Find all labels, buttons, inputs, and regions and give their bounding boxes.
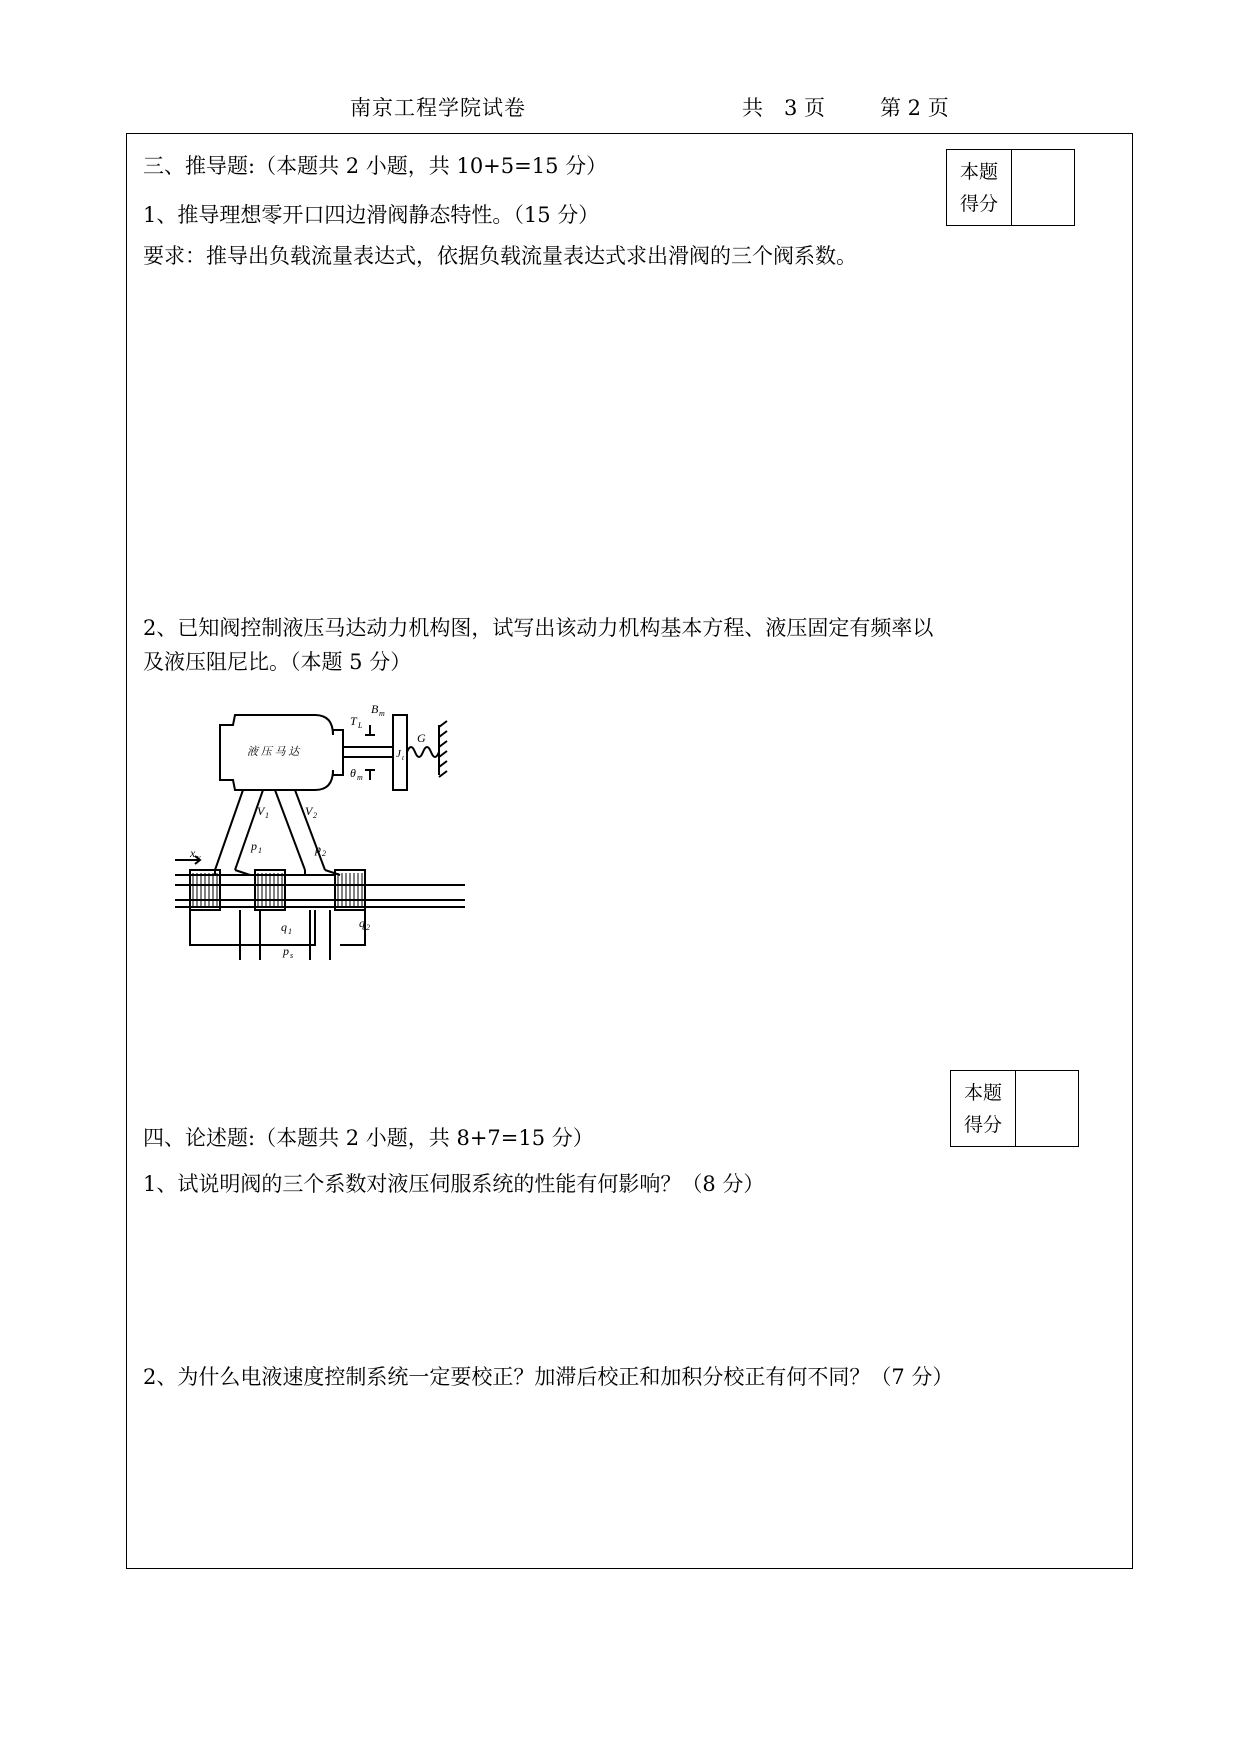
- label-ps: p: [283, 944, 289, 958]
- section3-question2-line1: 2、已知阀控制液压马达动力机构图，试写出该动力机构基本方程、液压固定有频率以: [143, 616, 934, 640]
- valve-motor-diagram: [165, 695, 485, 960]
- label-p1-sub: 1: [258, 846, 262, 855]
- total-pages: 共 3 页: [742, 96, 826, 120]
- label-theta-sub: m: [357, 773, 363, 782]
- label-jt: J: [396, 748, 401, 760]
- spring: [407, 747, 439, 757]
- label-ps-sub: s: [290, 951, 294, 960]
- current-page: 第 2 页: [880, 96, 949, 120]
- label-v1-sub: 1: [265, 811, 269, 820]
- score-label: 得分: [959, 192, 998, 215]
- label-q1-sub: 1: [288, 927, 292, 936]
- label-bm-sub: m: [379, 709, 385, 718]
- label-tl: T: [350, 714, 357, 728]
- line-v1: [215, 790, 263, 870]
- label-p2: p: [315, 842, 321, 856]
- label-v1: V: [257, 804, 265, 818]
- label-p1: p: [251, 839, 257, 853]
- section4-question2: 2、为什么电液速度控制系统一定要校正？加滞后校正和加积分校正有何不同？（7 分）: [143, 1365, 954, 1389]
- label-jt-sub: t: [402, 754, 404, 762]
- section3-score-box: [946, 149, 1075, 226]
- motor-label: 液 压 马 达: [247, 746, 300, 758]
- exam-school-title: 南京工程学院试卷: [350, 96, 526, 120]
- label-bm: B: [371, 702, 379, 716]
- section3-question2-line2: 及液压阻尼比。（本题 5 分）: [143, 650, 412, 674]
- score-label: 得分: [963, 1113, 1002, 1136]
- supply-line: [240, 910, 260, 960]
- label-v2-sub: 2: [313, 811, 317, 820]
- section3-question1: 1、推导理想零开口四边滑阀静态特性。（15 分）: [143, 203, 600, 227]
- label-v2: V: [305, 804, 313, 818]
- label-q2: q: [359, 916, 365, 930]
- section4-score-box: [950, 1070, 1079, 1147]
- section3-title: 三、推导题:（本题共 2 小题，共 10+5=15 分）: [143, 154, 608, 178]
- section4-question1: 1、试说明阀的三个系数对液压伺服系统的性能有何影响？（8 分）: [143, 1172, 765, 1196]
- section4-title: 四、论述题:（本题共 2 小题，共 8+7=15 分）: [143, 1126, 594, 1150]
- label-q2-sub: 2: [366, 923, 370, 932]
- score-label: 本题: [959, 160, 998, 183]
- label-g: G: [417, 731, 426, 745]
- line-v2: [275, 790, 325, 870]
- label-p2-sub: 2: [322, 849, 326, 858]
- label-q1: q: [281, 920, 287, 934]
- label-theta: θ: [350, 766, 356, 780]
- score-entry-field[interactable]: [1016, 1071, 1078, 1146]
- label-xv-sub: v: [197, 853, 201, 862]
- section3-question1-requirement: 要求：推导出负载流量表达式，依据负载流量表达式求出滑阀的三个阀系数。: [143, 244, 857, 268]
- label-xv: x: [190, 846, 196, 860]
- score-entry-field[interactable]: [1012, 150, 1074, 225]
- label-tl-sub: L: [358, 721, 363, 730]
- score-label: 本题: [963, 1081, 1002, 1104]
- valve-body: [175, 875, 465, 907]
